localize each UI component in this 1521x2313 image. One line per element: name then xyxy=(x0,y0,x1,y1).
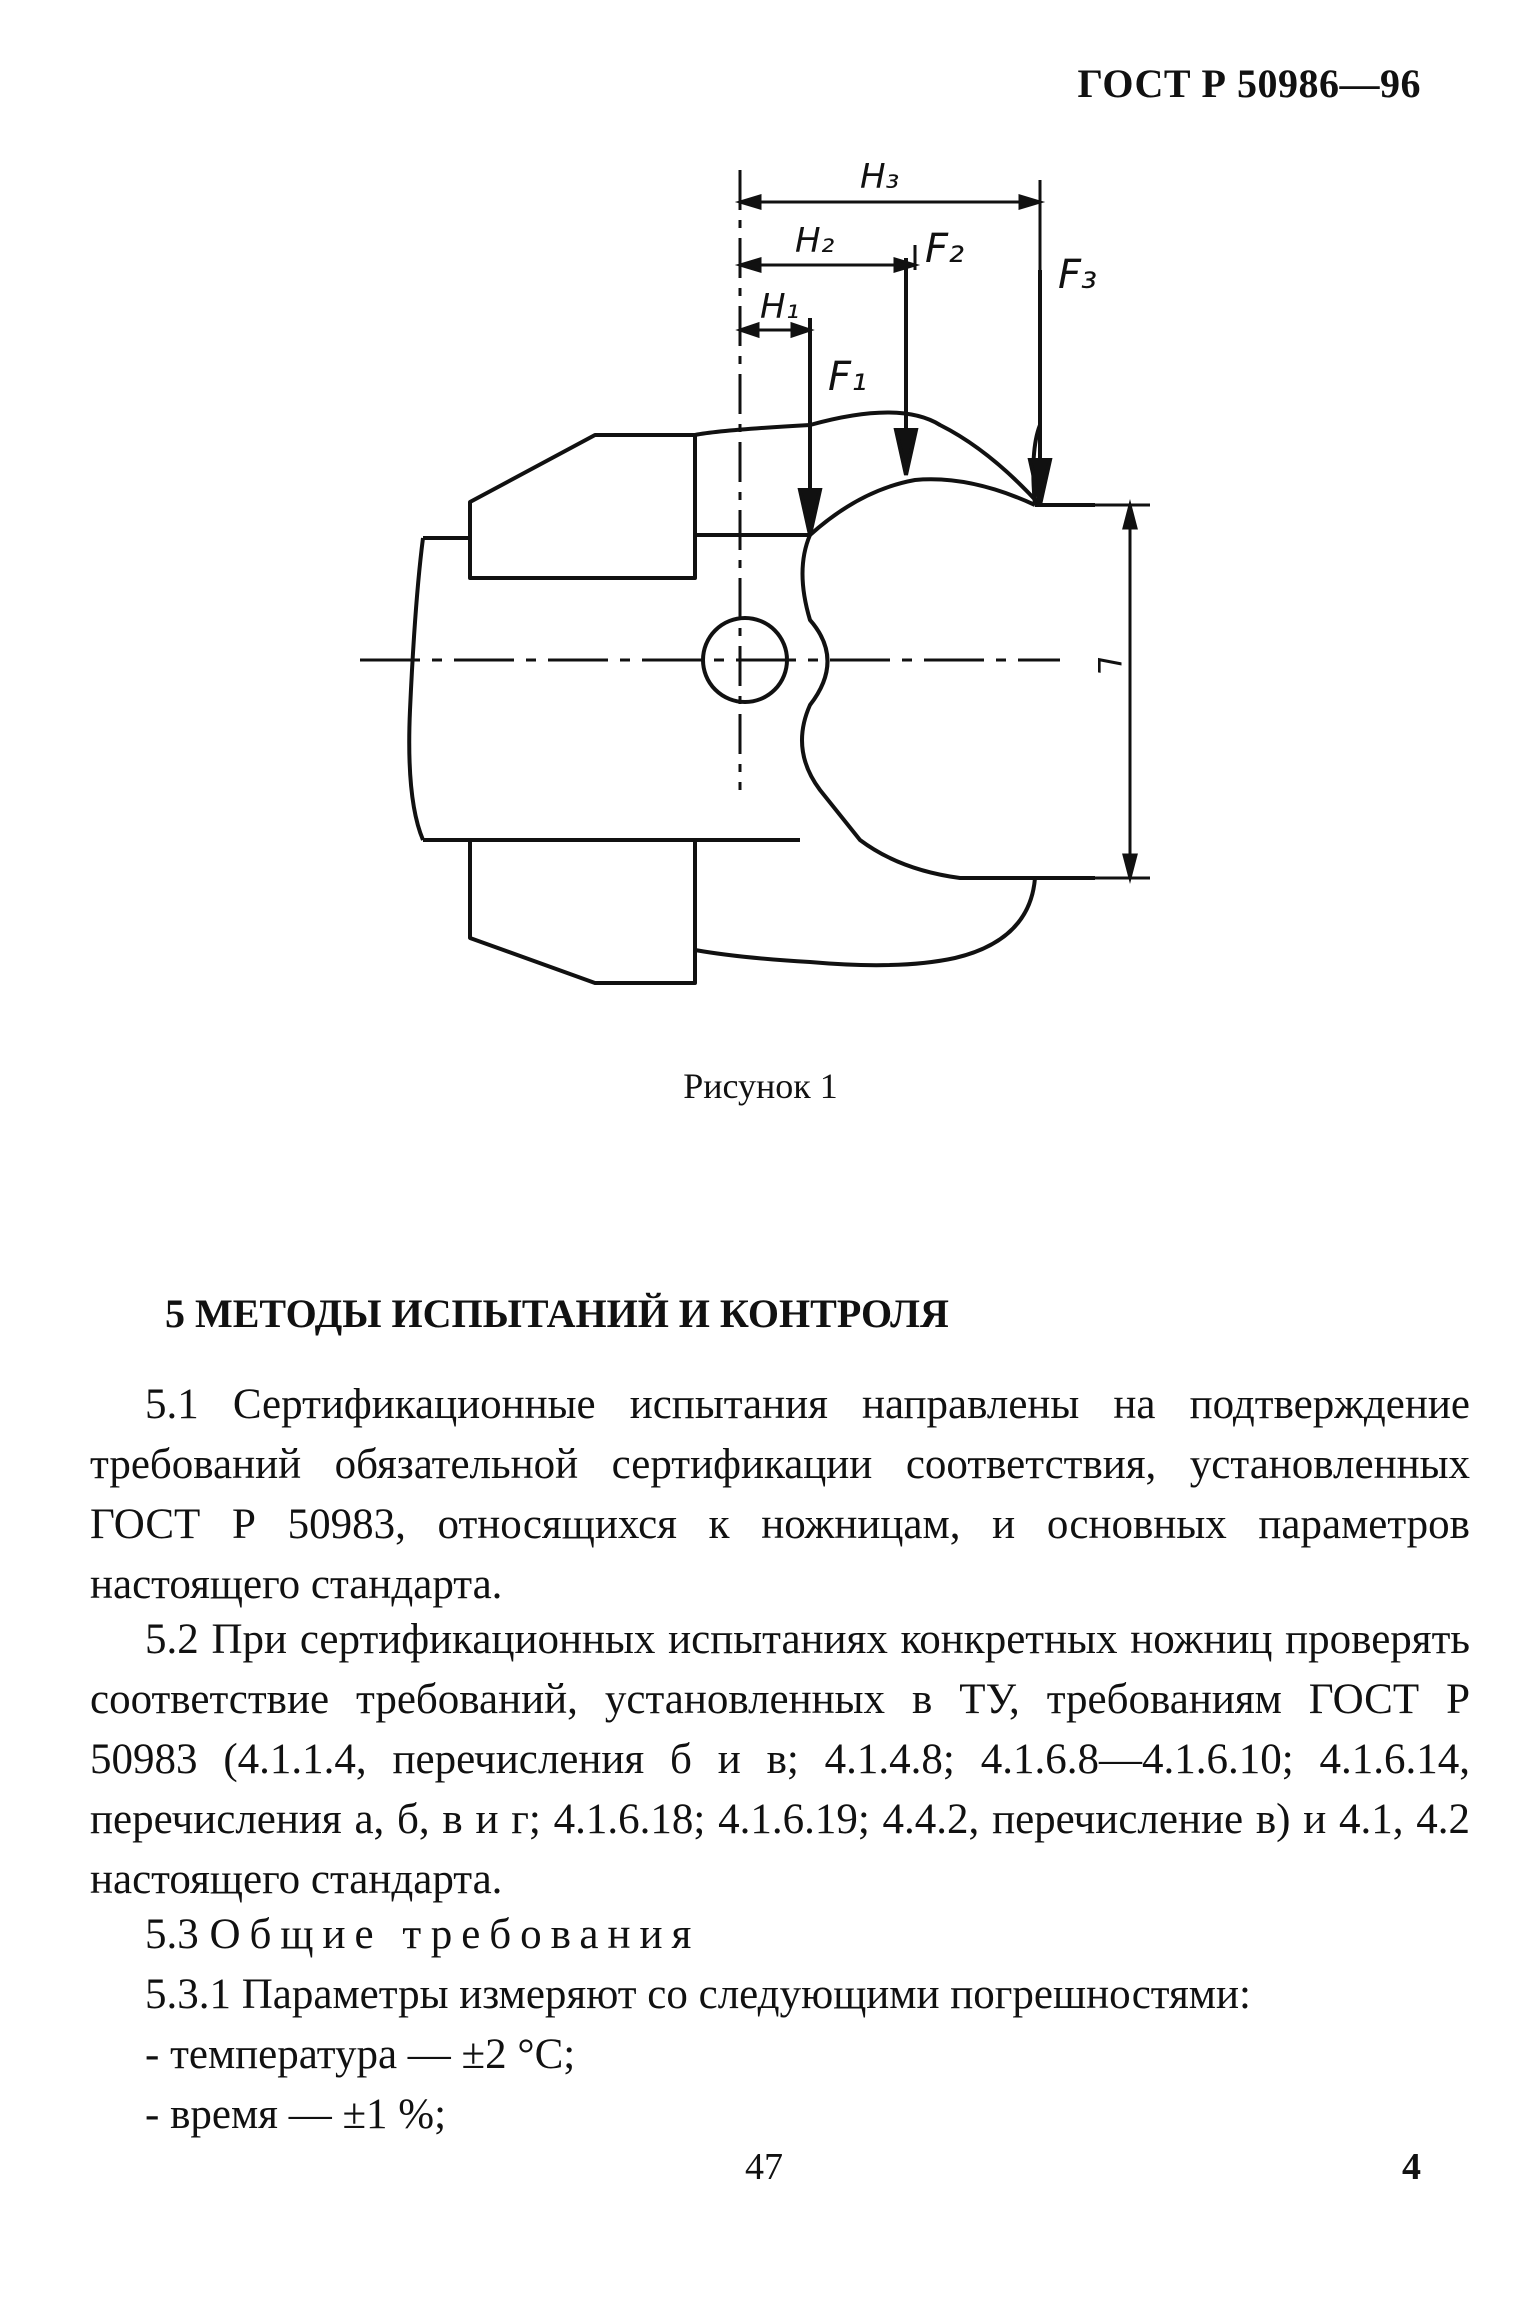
paragraph-5-2: 5.2 При сертификационных испытаниях конкретных ножниц проверять соответствие требований, установленных в ТУ, требованиям ГОСТ Р 50983 (4.1.1.4, перечисления б и в; 4.1.4.8; 4.1.6.8—4.1.6.10; 4.1.6.14, перечисления а, б, в и г; 4.1.6.18; 4.1.6.19; 4.4.2, перечисление в) и 4.1, 4.2 настоящего стандарта. xyxy=(90,1616,1470,1903)
lower-handle-block xyxy=(470,840,695,983)
subsection-number: 5.3 xyxy=(145,1911,199,1958)
label-h3: H₃ xyxy=(860,157,900,197)
label-f2: F₂ xyxy=(925,226,965,272)
subsection-5-3 xyxy=(145,1905,700,1965)
scissors-test-figure xyxy=(340,150,1160,990)
upper-blade-outline xyxy=(695,413,1040,506)
subsection-title: Общие требования xyxy=(209,1911,701,1958)
label-f1: F₁ xyxy=(828,354,868,400)
list-item-temperature: - температура — ±2 °С; xyxy=(145,2031,576,2078)
label-h2: H₂ xyxy=(795,221,835,261)
left-break-line xyxy=(409,538,423,840)
lower-blade-outline xyxy=(695,878,1035,965)
paragraph-5-3-1: 5.3.1 Параметры измеряют со следующими погрешностями: xyxy=(145,1971,1251,2018)
upper-handle-block xyxy=(470,435,695,578)
figure-caption: Рисунок 1 xyxy=(683,1066,838,1106)
label-f3: F₃ xyxy=(1058,252,1098,298)
page-number-right: 4 xyxy=(1402,2146,1421,2188)
label-l: L xyxy=(1090,657,1128,675)
document-code: ГОСТ Р 50986—96 xyxy=(1077,61,1421,106)
section-title: 5 МЕТОДЫ ИСПЫТАНИЙ И КОНТРОЛЯ xyxy=(165,1291,949,1336)
list-item-time: - время — ±1 %; xyxy=(145,2091,447,2138)
page-number-center: 47 xyxy=(745,2146,783,2188)
label-h1: H₁ xyxy=(760,287,800,327)
paragraph-5-1: 5.1 Сертификационные испытания направлены на подтверждение требований обязательной сертификации соответствия, установленных ГОСТ Р 50983, относящихся к ножницам, и основных параметров настоящего стандарта. xyxy=(90,1381,1470,1608)
jaw-profile xyxy=(802,535,1095,878)
